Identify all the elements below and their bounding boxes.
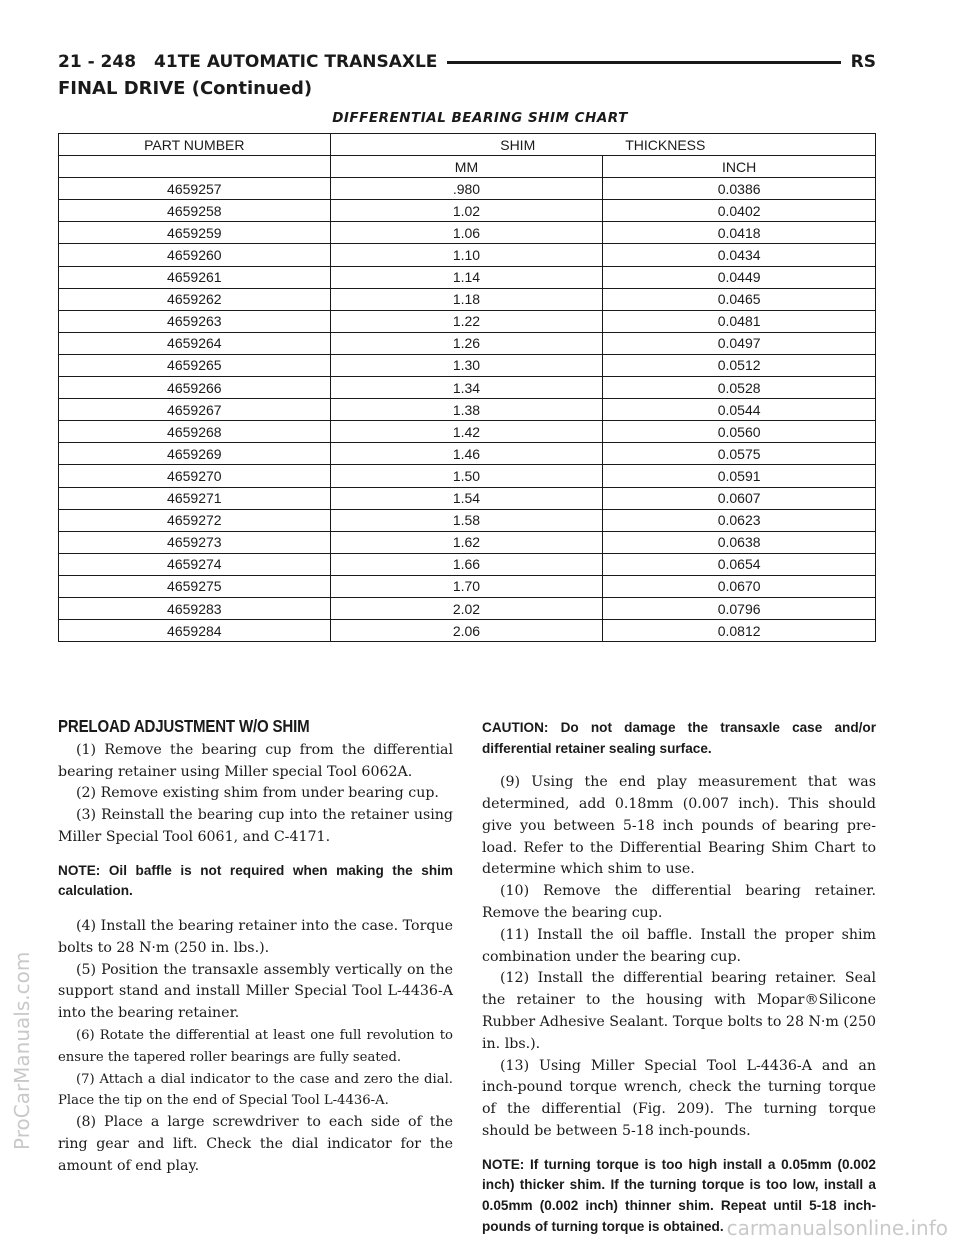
part-number-cell: 4659284 xyxy=(59,620,331,642)
part-number-cell: 4659275 xyxy=(59,575,331,597)
inch-cell: 0.0544 xyxy=(603,399,876,421)
mm-cell: 1.34 xyxy=(330,377,603,399)
table-row xyxy=(59,531,876,553)
table-row xyxy=(59,399,876,421)
part-number-cell: 4659262 xyxy=(59,288,331,310)
caution-note: CAUTION: Do not damage the transaxle case and/or differential retainer sealing surface. xyxy=(482,720,876,756)
inch-cell: 0.0670 xyxy=(603,575,876,597)
chart-title: DIFFERENTIAL BEARING SHIM CHART xyxy=(332,110,628,126)
step-1: (1) Remove the bearing cup from the differential bearing retainer using Miller special Tool 6062A. xyxy=(58,741,453,780)
mm-cell: 1.38 xyxy=(330,399,603,421)
step-13: (13) Using Miller Special Tool L-4436-A and an inch-pound torque wrench, check the turning torque of the differential (Fig. 209). The turning torque should be between 5-18 inch-pounds. xyxy=(482,1057,876,1139)
mm-cell: 1.30 xyxy=(330,354,603,376)
table-row xyxy=(59,244,876,266)
inch-cell: 0.0418 xyxy=(603,222,876,244)
table-row xyxy=(59,200,876,222)
table-row xyxy=(59,465,876,487)
mm-cell: 1.14 xyxy=(330,266,603,288)
inch-cell: 0.0449 xyxy=(603,266,876,288)
inch-cell: 0.0560 xyxy=(603,421,876,443)
part-number-cell: 4659268 xyxy=(59,421,331,443)
inch-cell: 0.0434 xyxy=(603,244,876,266)
part-number-cell: 4659274 xyxy=(59,553,331,575)
table-row xyxy=(59,487,876,509)
mm-cell: 1.62 xyxy=(330,531,603,553)
mm-cell: 1.50 xyxy=(330,465,603,487)
shim-chart-table xyxy=(58,133,876,642)
inch-cell: 0.0386 xyxy=(603,178,876,200)
inch-cell: 0.0623 xyxy=(603,509,876,531)
step-5: (5) Position the transaxle assembly vertically on the support stand and install Miller Special Tool L-4436-A into the bearing retainer. xyxy=(58,961,453,1022)
part-number-cell: 4659283 xyxy=(59,597,331,619)
part-number-cell: 4659257 xyxy=(59,178,331,200)
inch-cell: 0.0465 xyxy=(603,288,876,310)
table-row xyxy=(59,553,876,575)
mm-cell: .980 xyxy=(330,178,603,200)
mm-cell: 2.02 xyxy=(330,597,603,619)
header-shim-thickness xyxy=(330,134,875,156)
inch-cell: 0.0607 xyxy=(603,487,876,509)
vehicle-code: RS xyxy=(850,52,876,72)
inch-cell: 0.0812 xyxy=(603,620,876,642)
part-number-cell: 4659266 xyxy=(59,377,331,399)
part-number-cell: 4659264 xyxy=(59,332,331,354)
table-row xyxy=(59,266,876,288)
header-shim: SHIM xyxy=(500,136,536,153)
part-number-cell: 4659272 xyxy=(59,509,331,531)
note-turning-torque: NOTE: If turning torque is too high install a 0.05mm (0.002 inch) thicker shim. If the turning torque is too low, install a 0.05mm (0.002 inch) thinner shim. Repeat until 5-18 inch-pounds of turning torque is obtained. xyxy=(482,1156,876,1234)
mm-cell: 2.06 xyxy=(330,620,603,642)
inch-cell: 0.0654 xyxy=(603,553,876,575)
part-number-cell: 4659263 xyxy=(59,310,331,332)
header-mm: MM xyxy=(330,156,603,178)
table-row xyxy=(59,222,876,244)
mm-cell: 1.70 xyxy=(330,575,603,597)
mm-cell: 1.26 xyxy=(330,332,603,354)
section-title: FINAL DRIVE (Continued) xyxy=(58,78,313,99)
table-row xyxy=(59,288,876,310)
inch-cell: 0.0528 xyxy=(603,377,876,399)
table-subheader-row xyxy=(59,156,876,178)
part-number-cell: 4659261 xyxy=(59,266,331,288)
table-row xyxy=(59,443,876,465)
inch-cell: 0.0796 xyxy=(603,597,876,619)
inch-cell: 0.0591 xyxy=(603,465,876,487)
step-11: (11) Install the oil baffle. Install the proper shim combination under the bearing cup. xyxy=(482,926,876,965)
note-oil-baffle: NOTE: Oil baffle is not required when making the shim calculation. xyxy=(58,862,453,899)
page-header xyxy=(58,50,876,74)
table-row xyxy=(59,421,876,443)
mm-cell: 1.58 xyxy=(330,509,603,531)
mm-cell: 1.54 xyxy=(330,487,603,509)
table-row xyxy=(59,354,876,376)
left-column xyxy=(58,716,453,1178)
part-number-cell: 4659270 xyxy=(59,465,331,487)
table-row xyxy=(59,575,876,597)
side-watermark: ProCarManuals.com xyxy=(10,951,34,1150)
manual-title: 41TE AUTOMATIC TRANSAXLE xyxy=(154,52,438,72)
mm-cell: 1.10 xyxy=(330,244,603,266)
mm-cell: 1.42 xyxy=(330,421,603,443)
inch-cell: 0.0402 xyxy=(603,200,876,222)
page-number: 21 - 248 xyxy=(58,52,137,72)
inch-cell: 0.0512 xyxy=(603,354,876,376)
mm-cell: 1.06 xyxy=(330,222,603,244)
inch-cell: 0.0497 xyxy=(603,332,876,354)
table-row xyxy=(59,620,876,642)
step-10: (10) Remove the differential bearing retainer. Remove the bearing cup. xyxy=(482,883,876,921)
table-row xyxy=(59,377,876,399)
part-number-cell: 4659265 xyxy=(59,354,331,376)
table-row xyxy=(59,310,876,332)
header-rule xyxy=(447,61,840,64)
part-number-cell: 4659271 xyxy=(59,487,331,509)
right-column xyxy=(482,718,876,1251)
table-row xyxy=(59,178,876,200)
bottom-watermark: carmanualsonline.info xyxy=(726,1216,948,1240)
part-number-cell: 4659260 xyxy=(59,244,331,266)
part-number-cell: 4659258 xyxy=(59,200,331,222)
table-row xyxy=(59,597,876,619)
inch-cell: 0.0575 xyxy=(603,443,876,465)
part-number-cell: 4659273 xyxy=(59,531,331,553)
step-4: (4) Install the bearing retainer into the case. Torque bolts to 28 N·m (250 in. lbs.). xyxy=(58,917,453,956)
inch-cell: 0.0481 xyxy=(603,310,876,332)
table-row xyxy=(59,509,876,531)
table-header-row xyxy=(59,134,876,156)
header-thickness: THICKNESS xyxy=(625,136,706,153)
step-2: (2) Remove existing shim from under bearing cup. xyxy=(76,785,439,802)
step-8: (8) Place a large screwdriver to each side of the ring gear and lift. Check the dial indicator for the amount of end play. xyxy=(58,1114,453,1174)
mm-cell: 1.46 xyxy=(330,443,603,465)
part-number-cell: 4659259 xyxy=(59,222,331,244)
header-part-number: PART NUMBER xyxy=(59,134,331,156)
step-12: (12) Install the differential bearing retainer. Seal the retainer to the housing with Mopar®Silicone Rubber Adhesive Sealant. Torque bolts to 28 N·m (250 in. lbs.). xyxy=(482,970,876,1052)
step-9: (9) Using the end play measurement that was determined, add 0.18mm (0.007 inch). This should give you between 5-18 inch pounds of bearing pre-load. Refer to the Differential Bearing Shim Chart to determine which shim to use. xyxy=(482,774,876,878)
mm-cell: 1.66 xyxy=(330,553,603,575)
procedure-heading: PRELOAD ADJUSTMENT W/O SHIM xyxy=(58,716,310,736)
subheader-empty xyxy=(59,156,331,178)
header-inch: INCH xyxy=(603,156,876,178)
mm-cell: 1.02 xyxy=(330,200,603,222)
mm-cell: 1.18 xyxy=(330,288,603,310)
inch-cell: 0.0638 xyxy=(603,531,876,553)
step-6: (6) Rotate the differential at least one full revolution to ensure the tapered roller bearings are fully seated. xyxy=(58,1027,453,1065)
table-row xyxy=(59,332,876,354)
step-7: (7) Attach a dial indicator to the case and zero the dial. Place the tip on the end of Special Tool L-4436-A. xyxy=(58,1071,453,1109)
mm-cell: 1.22 xyxy=(330,310,603,332)
part-number-cell: 4659269 xyxy=(59,443,331,465)
part-number-cell: 4659267 xyxy=(59,399,331,421)
step-3: (3) Reinstall the bearing cup into the retainer using Miller Special Tool 6061, and C-4171. xyxy=(58,807,453,845)
